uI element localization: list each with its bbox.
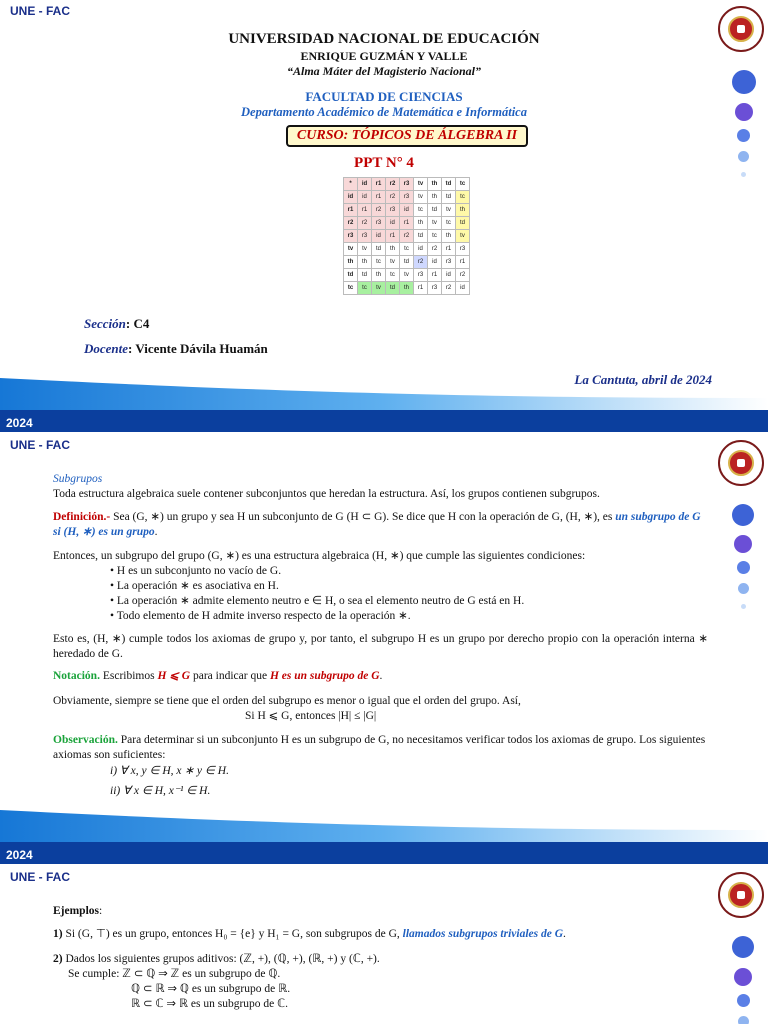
notation-emphasis: H es un subgrupo de G	[269, 670, 380, 682]
nav-dot-icon	[737, 561, 750, 574]
cayley-cell: r1	[414, 282, 428, 295]
cayley-cell: id	[358, 178, 372, 191]
cayley-cell: r3	[456, 243, 470, 256]
notation-symbol: H ⩽ G	[157, 670, 191, 682]
cayley-row	[344, 269, 470, 282]
cayley-cell: td	[344, 269, 358, 282]
order-text: Obviamente, siempre se tiene que el orden del subgrupo es menor o igual que el orden del grupo. Así,	[53, 695, 521, 707]
cayley-cell: r1	[456, 256, 470, 269]
cayley-cell: tv	[414, 178, 428, 191]
teacher-label: Docente	[84, 341, 129, 356]
slide-title	[0, 0, 768, 432]
examples-heading	[53, 904, 708, 919]
slide-subgroups	[0, 434, 768, 864]
cayley-cell: tc	[428, 230, 442, 243]
examples-colon: :	[99, 905, 103, 917]
cayley-cell: id	[414, 243, 428, 256]
cayley-cell: r2	[344, 217, 358, 230]
cayley-cell: r3	[372, 217, 386, 230]
university-motto: “Alma Máter del Magisterio Nacional”	[286, 64, 481, 78]
cayley-cell: r2	[428, 243, 442, 256]
notation	[53, 669, 708, 684]
definition-end: .	[154, 526, 158, 538]
cayley-table	[343, 177, 470, 295]
example-1-end: .	[563, 928, 566, 940]
cayley-row	[344, 243, 470, 256]
slide-examples	[0, 866, 768, 1024]
cayley-cell: r1	[372, 191, 386, 204]
cayley-cell: r2	[358, 217, 372, 230]
section-label: Sección	[84, 316, 126, 331]
cayley-cell: r2	[442, 282, 456, 295]
condition-item: • La operación ∗ es asociativa en H.	[110, 580, 279, 592]
university-name: UNIVERSIDAD NACIONAL DE EDUCACIÓN	[228, 31, 540, 47]
observation-text: Para determinar si un subconjunto H es un subgrupo de G, no necesitamos verificar todos los axiomas de grupo. Los siguientes axiomas son suficientes:	[53, 734, 706, 761]
cayley-cell: r1	[400, 217, 414, 230]
place-date: La Cantuta, abril de 2024	[574, 372, 712, 387]
ppt-number: PPT N° 4	[354, 155, 414, 171]
example-1-text: Si (G, ⊤) es un grupo, entonces H₀ = {e} y H₁ = G, son subgrupos de G,	[62, 928, 403, 940]
cayley-cell: tv	[442, 204, 456, 217]
nav-dot-icon	[732, 504, 754, 526]
cayley-cell: tv	[414, 191, 428, 204]
nav-dot-icon	[738, 583, 749, 594]
cayley-row	[344, 217, 470, 230]
definition	[53, 510, 708, 540]
cayley-cell: id	[456, 282, 470, 295]
cayley-cell: tv	[344, 243, 358, 256]
cayley-cell: *	[344, 178, 358, 191]
footer-band	[0, 374, 768, 432]
cayley-cell: tv	[428, 217, 442, 230]
nav-dot-icon	[734, 535, 752, 553]
conditions-intro: Entonces, un subgrupo del grupo (G, ∗) es una estructura algebraica (H, ∗) que cumple las siguientes condiciones:	[53, 550, 586, 562]
section-value: : C4	[125, 316, 150, 331]
group-paragraph: Esto es, (H, ∗) cumple todos los axiomas de grupo y, por tanto, el subgrupo H es un grupo por derecho propio con la operación interna ∗ heredado de G.	[53, 633, 708, 660]
cayley-cell: th	[386, 243, 400, 256]
cayley-cell: th	[400, 282, 414, 295]
cayley-cell: r1	[428, 269, 442, 282]
cayley-cell: r3	[400, 178, 414, 191]
cayley-cell: r2	[386, 191, 400, 204]
cayley-cell: th	[358, 256, 372, 269]
cayley-cell: r1	[358, 204, 372, 217]
footer-band	[0, 806, 768, 864]
cayley-cell: id	[358, 191, 372, 204]
nav-dot-icon	[737, 129, 750, 142]
example-1-number: 1)	[53, 928, 63, 940]
cayley-cell: tc	[386, 269, 400, 282]
example-1	[53, 927, 708, 942]
cayley-row	[344, 191, 470, 204]
section-line	[84, 316, 149, 332]
cayley-cell: th	[344, 256, 358, 269]
nav-dot-icon	[741, 604, 746, 609]
cayley-cell: r1	[442, 243, 456, 256]
cayley-cell: r3	[400, 191, 414, 204]
cayley-cell: r3	[442, 256, 456, 269]
cayley-cell: id	[386, 217, 400, 230]
cayley-cell: r3	[414, 269, 428, 282]
cayley-cell: r3	[386, 204, 400, 217]
definition-text: Sea (G, ∗) un grupo y sea H un subconjunto de G (H ⊂ G). Se dice que H con la operación de G, (H, ∗), es	[110, 511, 616, 523]
definition-emphasis: un subgrupo de G si (H, ∗) es un grupo	[53, 511, 701, 538]
cayley-cell: tc	[442, 217, 456, 230]
example-2-number: 2)	[53, 953, 63, 965]
cayley-cell: tc	[372, 256, 386, 269]
cayley-cell: r1	[372, 178, 386, 191]
cayley-cell: tv	[386, 256, 400, 269]
cayley-row	[344, 230, 470, 243]
course-title: CURSO: TÓPICOS DE ÁLGEBRA II	[286, 125, 528, 147]
cayley-cell: tc	[358, 282, 372, 295]
cayley-cell: r2	[414, 256, 428, 269]
cayley-cell: tc	[414, 204, 428, 217]
cayley-cell: r2	[456, 269, 470, 282]
nav-dot-icon	[741, 172, 746, 177]
brand-tag: UNE - FAC	[10, 4, 70, 18]
cayley-cell: id	[344, 191, 358, 204]
cayley-cell: td	[414, 230, 428, 243]
cayley-cell: tc	[456, 191, 470, 204]
subgroups-heading: Subgrupos	[53, 473, 103, 485]
footer-year: 2024	[6, 416, 33, 430]
notation-label: Notación.	[53, 670, 100, 682]
condition-item: • La operación ∗ admite elemento neutro e ∈ H, o sea el elemento neutro de G está en H.	[110, 595, 525, 607]
cayley-cell: td	[456, 217, 470, 230]
conditions-list	[110, 564, 708, 624]
cayley-row	[344, 256, 470, 269]
cayley-cell: r3	[428, 282, 442, 295]
example-2-line: ℝ ⊂ ℂ ⇒ ℝ es un subgrupo de ℂ.	[131, 998, 289, 1010]
university-founder: ENRIQUE GUZMÁN Y VALLE	[300, 49, 468, 63]
cayley-cell: r1	[386, 230, 400, 243]
cayley-cell: th	[428, 178, 442, 191]
notation-end: .	[379, 670, 383, 682]
brand-tag: UNE - FAC	[10, 870, 70, 884]
observation	[53, 733, 708, 763]
intro-text: Toda estructura algebraica suele contener subconjuntos que heredan la estructura. Así, los grupos contienen subgrupos.	[53, 488, 600, 500]
cayley-cell: id	[372, 230, 386, 243]
cayley-cell: tv	[456, 230, 470, 243]
faculty-name: FACULTAD DE CIENCIAS	[305, 89, 463, 104]
axiom-inverse: ii) ∀ x ∈ H, x⁻¹ ∈ H.	[110, 785, 211, 797]
nav-dot-icon	[738, 1016, 749, 1024]
university-seal-icon	[718, 872, 764, 918]
cayley-cell: td	[372, 243, 386, 256]
cayley-cell: th	[414, 217, 428, 230]
cayley-cell: id	[400, 204, 414, 217]
cayley-cell: td	[386, 282, 400, 295]
observation-label: Observación.	[53, 734, 118, 746]
cayley-cell: th	[372, 269, 386, 282]
department-name: Departamento Académico de Matemática e Informática	[241, 105, 527, 119]
cayley-cell: th	[456, 204, 470, 217]
cayley-cell: td	[442, 191, 456, 204]
cayley-cell: r2	[372, 204, 386, 217]
cayley-cell: tv	[400, 269, 414, 282]
teacher-value: : Vicente Dávila Huamán	[128, 341, 268, 356]
example-2	[53, 952, 708, 967]
example-2-line: Se cumple: ℤ ⊂ ℚ ⇒ ℤ es un subgrupo de ℚ.	[68, 968, 281, 980]
cayley-cell: tc	[344, 282, 358, 295]
cayley-cell: th	[428, 191, 442, 204]
cayley-cell: th	[442, 230, 456, 243]
examples-title: Ejemplos	[53, 905, 99, 917]
cayley-cell: r2	[400, 230, 414, 243]
cayley-row	[344, 178, 470, 191]
example-1-emphasis: llamados subgrupos triviales de G	[402, 928, 564, 940]
nav-dot-icon	[734, 968, 752, 986]
definition-label: Definición.-	[53, 511, 111, 523]
cayley-cell: td	[442, 178, 456, 191]
footer-year: 2024	[6, 848, 33, 862]
cayley-cell: td	[400, 256, 414, 269]
cayley-cell: tv	[358, 243, 372, 256]
cayley-cell: r1	[344, 204, 358, 217]
example-2-text: Dados los siguientes grupos aditivos: (ℤ, +), (ℚ, +), (ℝ, +) y (ℂ, +).	[62, 953, 380, 965]
university-seal-icon	[718, 440, 764, 486]
cayley-cell: r3	[358, 230, 372, 243]
nav-dot-icon	[737, 994, 750, 1007]
axiom-closure: i) ∀ x, y ∈ H, x ∗ y ∈ H.	[110, 765, 229, 777]
cayley-row	[344, 282, 470, 295]
cayley-cell: td	[428, 204, 442, 217]
teacher-line	[84, 341, 268, 357]
cayley-cell: id	[442, 269, 456, 282]
notation-mid: para indicar que	[190, 670, 270, 682]
cayley-cell: tc	[456, 178, 470, 191]
example-2-line: ℚ ⊂ ℝ ⇒ ℚ es un subgrupo de ℝ.	[131, 983, 291, 995]
cayley-cell: r3	[344, 230, 358, 243]
condition-item: • Todo elemento de H admite inverso respecto de la operación ∗.	[110, 610, 411, 622]
cayley-row	[344, 204, 470, 217]
nav-dot-icon	[732, 936, 754, 958]
cayley-cell: td	[358, 269, 372, 282]
cayley-cell: tc	[400, 243, 414, 256]
notation-text: Escribimos	[99, 670, 158, 682]
condition-item: • H es un subconjunto no vacío de G.	[110, 565, 282, 577]
order-formula: Si H ⩽ G, entonces |H| ≤ |G|	[245, 710, 377, 722]
cayley-cell: tv	[372, 282, 386, 295]
section-heading	[53, 472, 708, 487]
cayley-cell: id	[428, 256, 442, 269]
cayley-cell: r2	[386, 178, 400, 191]
brand-tag: UNE - FAC	[10, 438, 70, 452]
